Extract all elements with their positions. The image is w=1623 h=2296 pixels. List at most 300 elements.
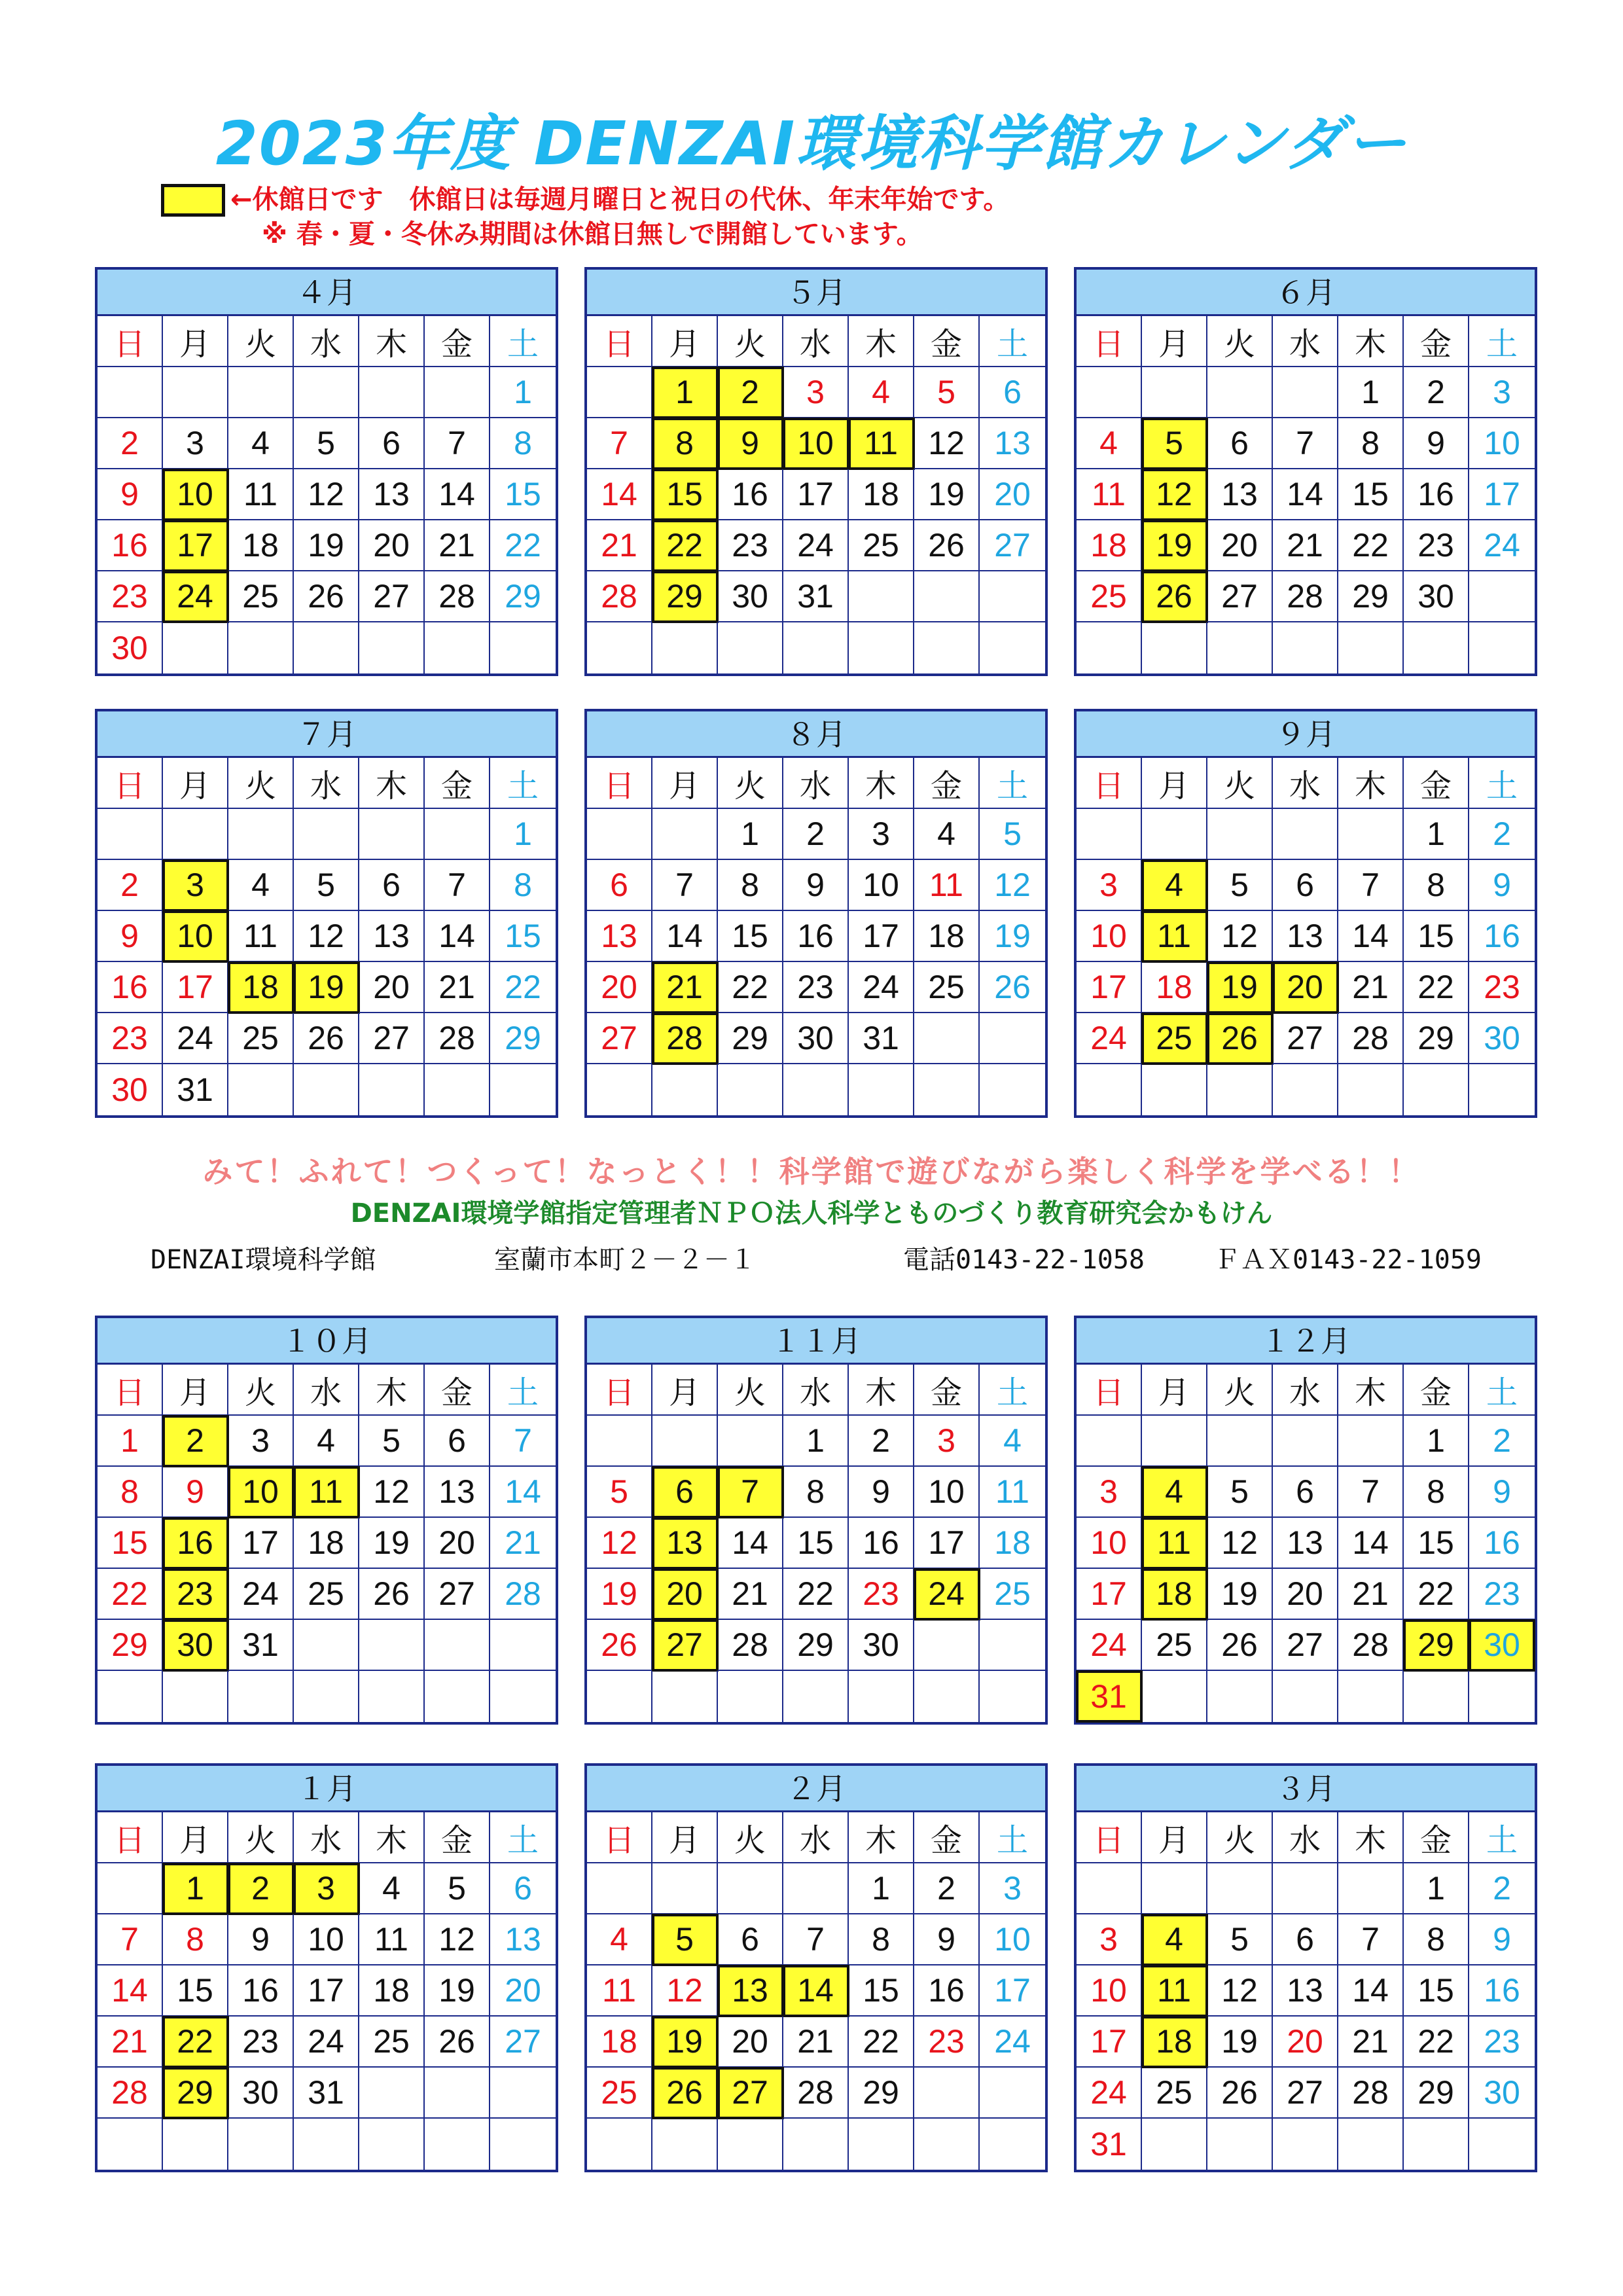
weekday-header: 水 bbox=[294, 758, 359, 809]
day-cell: 28 bbox=[783, 2068, 849, 2119]
day-cell: 19 bbox=[1207, 2017, 1273, 2068]
weekday-header: 日 bbox=[1077, 1365, 1142, 1416]
empty-cell bbox=[914, 1013, 980, 1064]
day-cell: 22 bbox=[1404, 1569, 1469, 1620]
empty-cell bbox=[849, 1064, 914, 1115]
empty-cell bbox=[718, 1416, 783, 1467]
day-cell: 16 bbox=[1469, 911, 1535, 962]
empty-cell bbox=[652, 809, 718, 860]
day-cell: 7 bbox=[1338, 860, 1404, 911]
day-cell: 16 bbox=[849, 1518, 914, 1569]
weekday-header: 土 bbox=[980, 1365, 1045, 1416]
month-label: １０月 bbox=[98, 1318, 556, 1365]
day-cell: 29 bbox=[1338, 571, 1404, 622]
day-cell: 5 bbox=[1207, 860, 1273, 911]
day-cell: 9 bbox=[98, 469, 163, 520]
weekday-header: 木 bbox=[359, 1812, 425, 1863]
day-cell: 18 bbox=[849, 469, 914, 520]
day-cell: 23 bbox=[849, 1569, 914, 1620]
day-cell: 21 bbox=[1338, 1569, 1404, 1620]
day-cell: 15 bbox=[1404, 1518, 1469, 1569]
empty-cell bbox=[425, 1064, 490, 1115]
day-cell: 29 bbox=[1404, 2068, 1469, 2119]
weekday-header: 金 bbox=[1404, 1365, 1469, 1416]
day-cell: 29 bbox=[783, 1620, 849, 1671]
day-cell: 2 bbox=[783, 809, 849, 860]
day-cell: 25 bbox=[228, 1013, 294, 1064]
day-cell: 8 bbox=[849, 1914, 914, 1965]
day-cell: 6 bbox=[718, 1914, 783, 1965]
weekday-header: 月 bbox=[163, 758, 228, 809]
empty-cell bbox=[1338, 1416, 1404, 1467]
weekday-header: 土 bbox=[980, 316, 1045, 367]
empty-cell bbox=[1273, 1416, 1338, 1467]
empty-cell bbox=[490, 1671, 556, 1722]
empty-cell bbox=[490, 2068, 556, 2119]
day-cell: 6 bbox=[1207, 418, 1273, 469]
weekday-header: 日 bbox=[1077, 316, 1142, 367]
day-cell: 26 bbox=[359, 1569, 425, 1620]
day-cell: 1 bbox=[1404, 809, 1469, 860]
day-cell: 19 bbox=[359, 1518, 425, 1569]
empty-cell bbox=[1142, 1863, 1207, 1914]
day-cell: 17 bbox=[1469, 469, 1535, 520]
day-cell: 3 bbox=[163, 860, 228, 911]
day-cell: 2 bbox=[849, 1416, 914, 1467]
empty-cell bbox=[1404, 622, 1469, 673]
day-cell: 9 bbox=[1404, 418, 1469, 469]
day-cell: 19 bbox=[914, 469, 980, 520]
weekday-header: 金 bbox=[914, 1365, 980, 1416]
day-cell: 24 bbox=[980, 2017, 1045, 2068]
day-cell: 4 bbox=[914, 809, 980, 860]
day-cell: 8 bbox=[98, 1467, 163, 1518]
day-cell: 30 bbox=[163, 1620, 228, 1671]
day-cell: 14 bbox=[783, 1965, 849, 2017]
day-cell: 26 bbox=[294, 1013, 359, 1064]
month-label: ７月 bbox=[98, 711, 556, 758]
day-cell: 20 bbox=[425, 1518, 490, 1569]
day-cell: 6 bbox=[425, 1416, 490, 1467]
empty-cell bbox=[425, 2119, 490, 2170]
empty-cell bbox=[163, 367, 228, 418]
empty-cell bbox=[1469, 571, 1535, 622]
empty-cell bbox=[1469, 622, 1535, 673]
empty-cell bbox=[652, 1064, 718, 1115]
day-cell: 26 bbox=[425, 2017, 490, 2068]
day-cell: 4 bbox=[294, 1416, 359, 1467]
day-cell: 11 bbox=[1077, 469, 1142, 520]
day-cell: 1 bbox=[490, 367, 556, 418]
empty-cell bbox=[228, 1671, 294, 1722]
empty-cell bbox=[587, 622, 652, 673]
day-cell: 20 bbox=[1273, 962, 1338, 1013]
day-cell: 9 bbox=[163, 1467, 228, 1518]
empty-cell bbox=[228, 622, 294, 673]
weekday-header: 土 bbox=[490, 1365, 556, 1416]
day-cell: 4 bbox=[359, 1863, 425, 1914]
weekday-header: 日 bbox=[1077, 758, 1142, 809]
day-cell: 18 bbox=[980, 1518, 1045, 1569]
empty-cell bbox=[294, 809, 359, 860]
day-cell: 1 bbox=[1404, 1863, 1469, 1914]
weekday-header: 月 bbox=[652, 1365, 718, 1416]
month-calendar bbox=[95, 267, 558, 676]
day-cell: 19 bbox=[980, 911, 1045, 962]
empty-cell bbox=[359, 1064, 425, 1115]
empty-cell bbox=[718, 1671, 783, 1722]
day-cell: 23 bbox=[228, 2017, 294, 2068]
day-cell: 2 bbox=[718, 367, 783, 418]
day-cell: 20 bbox=[359, 962, 425, 1013]
day-cell: 15 bbox=[490, 911, 556, 962]
empty-cell bbox=[1273, 1064, 1338, 1115]
day-cell: 4 bbox=[587, 1914, 652, 1965]
weekday-header: 土 bbox=[490, 758, 556, 809]
day-cell: 27 bbox=[1273, 2068, 1338, 2119]
empty-cell bbox=[1207, 1064, 1273, 1115]
day-cell: 17 bbox=[228, 1518, 294, 1569]
day-cell: 12 bbox=[359, 1467, 425, 1518]
day-cell: 31 bbox=[294, 2068, 359, 2119]
day-cell: 9 bbox=[914, 1914, 980, 1965]
weekday-header: 木 bbox=[1338, 316, 1404, 367]
day-cell: 13 bbox=[490, 1914, 556, 1965]
day-cell: 4 bbox=[1142, 1467, 1207, 1518]
empty-cell bbox=[1338, 809, 1404, 860]
day-cell: 22 bbox=[163, 2017, 228, 2068]
weekday-header: 金 bbox=[425, 1365, 490, 1416]
empty-cell bbox=[1207, 367, 1273, 418]
day-cell: 27 bbox=[425, 1569, 490, 1620]
weekday-header: 水 bbox=[783, 1365, 849, 1416]
day-cell: 21 bbox=[587, 520, 652, 571]
day-cell: 25 bbox=[1142, 2068, 1207, 2119]
empty-cell bbox=[652, 622, 718, 673]
weekday-header: 月 bbox=[163, 1812, 228, 1863]
weekday-header: 火 bbox=[228, 316, 294, 367]
day-cell: 19 bbox=[294, 520, 359, 571]
day-cell: 8 bbox=[652, 418, 718, 469]
day-cell: 18 bbox=[228, 962, 294, 1013]
month-grid bbox=[1077, 316, 1535, 673]
day-cell: 2 bbox=[1469, 1416, 1535, 1467]
empty-cell bbox=[914, 2068, 980, 2119]
weekday-header: 金 bbox=[425, 1812, 490, 1863]
day-cell: 26 bbox=[1207, 2068, 1273, 2119]
day-cell: 28 bbox=[1338, 1620, 1404, 1671]
month-grid bbox=[587, 758, 1045, 1115]
day-cell: 16 bbox=[718, 469, 783, 520]
day-cell: 16 bbox=[1469, 1965, 1535, 2017]
day-cell: 10 bbox=[1077, 1518, 1142, 1569]
day-cell: 20 bbox=[1207, 520, 1273, 571]
day-cell: 13 bbox=[1273, 911, 1338, 962]
weekday-header: 金 bbox=[425, 316, 490, 367]
empty-cell bbox=[980, 571, 1045, 622]
day-cell: 27 bbox=[652, 1620, 718, 1671]
day-cell: 12 bbox=[425, 1914, 490, 1965]
day-cell: 2 bbox=[228, 1863, 294, 1914]
day-cell: 11 bbox=[849, 418, 914, 469]
day-cell: 22 bbox=[783, 1569, 849, 1620]
day-cell: 3 bbox=[849, 809, 914, 860]
weekday-header: 金 bbox=[914, 758, 980, 809]
day-cell: 5 bbox=[980, 809, 1045, 860]
day-cell: 1 bbox=[163, 1863, 228, 1914]
weekday-header: 月 bbox=[652, 1812, 718, 1863]
slogan: みて！ふれて！つくって！なっとく！！科学館で遊びながら楽しく科学を学べる！！ bbox=[202, 1154, 1421, 1189]
weekday-header: 水 bbox=[783, 316, 849, 367]
empty-cell bbox=[1338, 1064, 1404, 1115]
empty-cell bbox=[425, 2068, 490, 2119]
empty-cell bbox=[783, 1671, 849, 1722]
day-cell: 8 bbox=[718, 860, 783, 911]
day-cell: 12 bbox=[294, 469, 359, 520]
day-cell: 3 bbox=[228, 1416, 294, 1467]
day-cell: 19 bbox=[425, 1965, 490, 2017]
empty-cell bbox=[1469, 1064, 1535, 1115]
day-cell: 5 bbox=[914, 367, 980, 418]
empty-cell bbox=[652, 1671, 718, 1722]
day-cell: 10 bbox=[163, 469, 228, 520]
empty-cell bbox=[1404, 1064, 1469, 1115]
day-cell: 11 bbox=[1142, 911, 1207, 962]
day-cell: 29 bbox=[849, 2068, 914, 2119]
empty-cell bbox=[1077, 1064, 1142, 1115]
empty-cell bbox=[425, 622, 490, 673]
day-cell: 16 bbox=[98, 962, 163, 1013]
day-cell: 15 bbox=[98, 1518, 163, 1569]
day-cell: 24 bbox=[1469, 520, 1535, 571]
day-cell: 31 bbox=[1077, 1671, 1142, 1722]
empty-cell bbox=[359, 2119, 425, 2170]
day-cell: 23 bbox=[783, 962, 849, 1013]
day-cell: 3 bbox=[783, 367, 849, 418]
day-cell: 1 bbox=[849, 1863, 914, 1914]
weekday-header: 木 bbox=[849, 1365, 914, 1416]
empty-cell bbox=[425, 1620, 490, 1671]
weekday-header: 木 bbox=[1338, 758, 1404, 809]
day-cell: 26 bbox=[294, 571, 359, 622]
month-calendar bbox=[1074, 1763, 1537, 2172]
weekday-header: 火 bbox=[718, 758, 783, 809]
day-cell: 20 bbox=[1273, 1569, 1338, 1620]
day-cell: 5 bbox=[1207, 1467, 1273, 1518]
empty-cell bbox=[1273, 367, 1338, 418]
weekday-header: 火 bbox=[1207, 1812, 1273, 1863]
day-cell: 14 bbox=[425, 911, 490, 962]
weekday-header: 土 bbox=[1469, 758, 1535, 809]
day-cell: 21 bbox=[490, 1518, 556, 1569]
day-cell: 28 bbox=[425, 571, 490, 622]
day-cell: 18 bbox=[1142, 1569, 1207, 1620]
day-cell: 22 bbox=[490, 520, 556, 571]
day-cell: 14 bbox=[1338, 1518, 1404, 1569]
weekday-header: 木 bbox=[849, 316, 914, 367]
day-cell: 15 bbox=[718, 911, 783, 962]
weekday-header: 水 bbox=[783, 1812, 849, 1863]
empty-cell bbox=[98, 1671, 163, 1722]
empty-cell bbox=[1273, 1863, 1338, 1914]
day-cell: 15 bbox=[490, 469, 556, 520]
day-cell: 29 bbox=[98, 1620, 163, 1671]
day-cell: 17 bbox=[914, 1518, 980, 1569]
weekday-header: 日 bbox=[587, 1812, 652, 1863]
day-cell: 23 bbox=[1469, 2017, 1535, 2068]
day-cell: 30 bbox=[718, 571, 783, 622]
day-cell: 21 bbox=[718, 1569, 783, 1620]
empty-cell bbox=[849, 571, 914, 622]
day-cell: 21 bbox=[98, 2017, 163, 2068]
day-cell: 23 bbox=[163, 1569, 228, 1620]
weekday-header: 水 bbox=[294, 1812, 359, 1863]
day-cell: 14 bbox=[1273, 469, 1338, 520]
day-cell: 23 bbox=[98, 571, 163, 622]
day-cell: 31 bbox=[1077, 2119, 1142, 2170]
day-cell: 11 bbox=[1142, 1518, 1207, 1569]
facility-fax: ＦＡＸ0143-22-1059 bbox=[1214, 1245, 1482, 1275]
day-cell: 15 bbox=[652, 469, 718, 520]
day-cell: 10 bbox=[914, 1467, 980, 1518]
weekday-header: 火 bbox=[718, 316, 783, 367]
closed-day-legend-swatch bbox=[161, 184, 225, 217]
day-cell: 25 bbox=[1142, 1013, 1207, 1064]
month-calendar bbox=[95, 709, 558, 1118]
day-cell: 20 bbox=[980, 469, 1045, 520]
empty-cell bbox=[359, 622, 425, 673]
day-cell: 18 bbox=[1077, 520, 1142, 571]
weekday-header: 木 bbox=[359, 1365, 425, 1416]
day-cell: 3 bbox=[294, 1863, 359, 1914]
day-cell: 11 bbox=[914, 860, 980, 911]
empty-cell bbox=[718, 1064, 783, 1115]
empty-cell bbox=[1273, 2119, 1338, 2170]
month-calendar bbox=[584, 1763, 1048, 2172]
day-cell: 31 bbox=[849, 1013, 914, 1064]
day-cell: 24 bbox=[163, 1013, 228, 1064]
day-cell: 1 bbox=[1338, 367, 1404, 418]
month-calendar bbox=[1074, 709, 1537, 1118]
day-cell: 10 bbox=[1469, 418, 1535, 469]
day-cell: 21 bbox=[1273, 520, 1338, 571]
day-cell: 19 bbox=[587, 1569, 652, 1620]
weekday-header: 日 bbox=[98, 1812, 163, 1863]
day-cell: 16 bbox=[1469, 1518, 1535, 1569]
day-cell: 17 bbox=[1077, 962, 1142, 1013]
weekday-header: 火 bbox=[1207, 758, 1273, 809]
day-cell: 26 bbox=[980, 962, 1045, 1013]
empty-cell bbox=[1077, 809, 1142, 860]
weekday-header: 土 bbox=[1469, 1365, 1535, 1416]
day-cell: 3 bbox=[1077, 1467, 1142, 1518]
day-cell: 20 bbox=[652, 1569, 718, 1620]
day-cell: 23 bbox=[718, 520, 783, 571]
empty-cell bbox=[1273, 809, 1338, 860]
weekday-header: 火 bbox=[228, 1365, 294, 1416]
day-cell: 15 bbox=[783, 1518, 849, 1569]
weekday-header: 月 bbox=[163, 1365, 228, 1416]
empty-cell bbox=[783, 1064, 849, 1115]
day-cell: 7 bbox=[1338, 1914, 1404, 1965]
day-cell: 25 bbox=[1077, 571, 1142, 622]
weekday-header: 土 bbox=[1469, 1812, 1535, 1863]
day-cell: 19 bbox=[294, 962, 359, 1013]
day-cell: 21 bbox=[652, 962, 718, 1013]
weekday-header: 土 bbox=[980, 758, 1045, 809]
day-cell: 24 bbox=[163, 571, 228, 622]
day-cell: 23 bbox=[1469, 1569, 1535, 1620]
empty-cell bbox=[490, 622, 556, 673]
day-cell: 18 bbox=[1142, 962, 1207, 1013]
empty-cell bbox=[587, 1416, 652, 1467]
day-cell: 18 bbox=[1142, 2017, 1207, 2068]
day-cell: 18 bbox=[228, 520, 294, 571]
month-grid bbox=[1077, 1812, 1535, 2170]
day-cell: 22 bbox=[849, 2017, 914, 2068]
empty-cell bbox=[294, 2119, 359, 2170]
day-cell: 3 bbox=[1077, 860, 1142, 911]
day-cell: 6 bbox=[359, 418, 425, 469]
day-cell: 26 bbox=[587, 1620, 652, 1671]
day-cell: 13 bbox=[359, 911, 425, 962]
month-calendar bbox=[584, 709, 1048, 1118]
day-cell: 10 bbox=[163, 911, 228, 962]
month-grid bbox=[98, 1365, 556, 1722]
empty-cell bbox=[1142, 2119, 1207, 2170]
month-label: ２月 bbox=[587, 1766, 1045, 1812]
weekday-header: 日 bbox=[98, 1365, 163, 1416]
empty-cell bbox=[294, 622, 359, 673]
weekday-header: 金 bbox=[914, 1812, 980, 1863]
day-cell: 12 bbox=[294, 911, 359, 962]
day-cell: 15 bbox=[849, 1965, 914, 2017]
empty-cell bbox=[1338, 1671, 1404, 1722]
month-grid bbox=[1077, 1365, 1535, 1722]
empty-cell bbox=[1142, 1416, 1207, 1467]
day-cell: 26 bbox=[1142, 571, 1207, 622]
empty-cell bbox=[359, 2068, 425, 2119]
day-cell: 5 bbox=[1142, 418, 1207, 469]
empty-cell bbox=[980, 1013, 1045, 1064]
weekday-header: 日 bbox=[587, 758, 652, 809]
day-cell: 25 bbox=[294, 1569, 359, 1620]
day-cell: 7 bbox=[425, 860, 490, 911]
day-cell: 10 bbox=[849, 860, 914, 911]
day-cell: 27 bbox=[1273, 1013, 1338, 1064]
weekday-header: 金 bbox=[1404, 758, 1469, 809]
day-cell: 28 bbox=[587, 571, 652, 622]
empty-cell bbox=[1077, 367, 1142, 418]
day-cell: 3 bbox=[1077, 1914, 1142, 1965]
month-label: １１月 bbox=[587, 1318, 1045, 1365]
facility-address: 室蘭市本町２－２－１ bbox=[494, 1245, 756, 1275]
month-calendar bbox=[95, 1316, 558, 1725]
day-cell: 6 bbox=[587, 860, 652, 911]
weekday-header: 金 bbox=[1404, 1812, 1469, 1863]
day-cell: 14 bbox=[490, 1467, 556, 1518]
day-cell: 18 bbox=[914, 911, 980, 962]
day-cell: 16 bbox=[1404, 469, 1469, 520]
day-cell: 24 bbox=[294, 2017, 359, 2068]
day-cell: 20 bbox=[359, 520, 425, 571]
empty-cell bbox=[587, 367, 652, 418]
day-cell: 19 bbox=[1207, 1569, 1273, 1620]
day-cell: 2 bbox=[163, 1416, 228, 1467]
day-cell: 24 bbox=[1077, 1013, 1142, 1064]
day-cell: 18 bbox=[587, 2017, 652, 2068]
day-cell: 22 bbox=[98, 1569, 163, 1620]
